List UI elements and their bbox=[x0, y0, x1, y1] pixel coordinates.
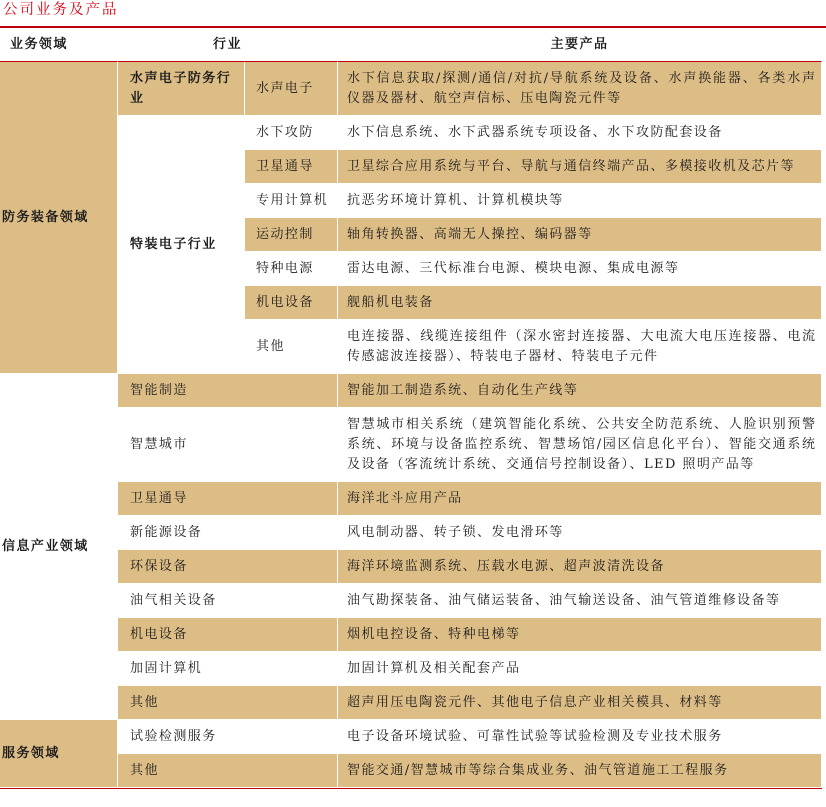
domain-cell-info: 信息产业领域 bbox=[0, 374, 118, 720]
products-cell bbox=[338, 720, 822, 754]
domain-cell-defense: 防务装备领域 bbox=[0, 62, 118, 374]
industry-cell: 其他 bbox=[118, 686, 338, 720]
products-cell bbox=[338, 482, 822, 516]
table-row bbox=[0, 584, 822, 618]
products-cell bbox=[338, 516, 822, 550]
header-products: 主要产品 bbox=[338, 28, 822, 62]
products-cell bbox=[338, 116, 822, 150]
products-cell bbox=[338, 754, 822, 788]
industry-cell: 加固计算机 bbox=[118, 652, 338, 686]
products-text: 海洋环境监测系统、压载水电源、超声波清洗设备 bbox=[347, 558, 665, 574]
products-cell bbox=[338, 320, 822, 374]
table-row bbox=[0, 62, 822, 116]
table-row bbox=[0, 374, 822, 408]
industry-cell: 智能制造 bbox=[118, 374, 338, 408]
products-cell bbox=[338, 374, 822, 408]
sub-industry-cell: 特种电源 bbox=[245, 252, 338, 286]
products-text: 烟机电控设备、特种电梯等 bbox=[347, 626, 521, 642]
products-text: 轴角转换器、高端无人操控、编码器等 bbox=[347, 226, 593, 242]
industry-cell: 卫星通导 bbox=[118, 482, 338, 516]
products-text: 风电制动器、转子锁、发电滑环等 bbox=[347, 524, 564, 540]
products-cell bbox=[338, 184, 822, 218]
products-cell bbox=[338, 218, 822, 252]
domain-cell-service: 服务领域 bbox=[0, 720, 118, 788]
products-cell bbox=[338, 408, 822, 482]
industry-cell: 其他 bbox=[118, 754, 338, 788]
products-text: 油气勘探装备、油气储运装备、油气输送设备、油气管道维修设备等 bbox=[347, 592, 781, 608]
table-row bbox=[0, 686, 822, 720]
table-row bbox=[0, 482, 822, 516]
products-text: 电子设备环境试验、可靠性试验等试验检测及专业技术服务 bbox=[347, 728, 723, 744]
table-title: 公司业务及产品 bbox=[3, 2, 119, 18]
products-text: 水下信息系统、水下武器系统专项设备、水下攻防配套设备 bbox=[347, 124, 723, 140]
products-text: 智慧城市相关系统（建筑智能化系统、公共安全防范系统、人脸识别预警系统、环境与设备监控系统、智慧场馆/园区信息化平台）、智能交通系统及设备（客流统计系统、交通信号控制设备）、LED 照明产品等 bbox=[347, 416, 817, 472]
table-row bbox=[0, 754, 822, 788]
products-text: 智能加工制造系统、自动化生产线等 bbox=[347, 382, 579, 398]
industry-cell: 试验检测服务 bbox=[118, 720, 338, 754]
sub-industry-cell: 水声电子 bbox=[245, 62, 338, 116]
table-row bbox=[0, 720, 822, 754]
sub-industry-cell: 机电设备 bbox=[245, 286, 338, 320]
products-text: 海洋北斗应用产品 bbox=[347, 490, 463, 506]
products-cell bbox=[338, 286, 822, 320]
industry-cell-special: 特装电子行业 bbox=[118, 116, 245, 374]
table-row bbox=[0, 618, 822, 652]
products-text: 抗恶劣环境计算机、计算机模块等 bbox=[347, 192, 564, 208]
industry-cell-sonar: 水声电子防务行业 bbox=[118, 62, 245, 116]
products-cell bbox=[338, 62, 822, 116]
table-row bbox=[0, 516, 822, 550]
sub-industry-cell: 卫星通导 bbox=[245, 150, 338, 184]
products-cell bbox=[338, 618, 822, 652]
sub-industry-cell: 水下攻防 bbox=[245, 116, 338, 150]
business-products-table bbox=[0, 28, 822, 789]
industry-cell: 环保设备 bbox=[118, 550, 338, 584]
products-text: 水下信息获取/探测/通信/对抗/导航系统及设备、水声换能器、各类水声仪器及器材、航空声信标、压电陶瓷元件等 bbox=[347, 70, 817, 106]
products-cell bbox=[338, 686, 822, 720]
products-text: 电连接器、线缆连接组件（深水密封连接器、大电流大电压连接器、电流传感滤波连接器）、特装电子器材、特装电子元件 bbox=[347, 328, 817, 364]
table-row bbox=[0, 652, 822, 686]
table-row bbox=[0, 550, 822, 584]
products-text: 卫星综合应用系统与平台、导航与通信终端产品、多模接收机及芯片等 bbox=[347, 158, 795, 174]
sub-industry-cell: 其他 bbox=[245, 320, 338, 374]
products-text: 超声用压电陶瓷元件、其他电子信息产业相关模具、材料等 bbox=[347, 694, 723, 710]
industry-cell: 油气相关设备 bbox=[118, 584, 338, 618]
table-row bbox=[0, 408, 822, 482]
header-industry: 行业 bbox=[118, 28, 338, 62]
products-cell bbox=[338, 150, 822, 184]
table-header-row bbox=[0, 28, 822, 62]
products-cell bbox=[338, 252, 822, 286]
sub-industry-cell: 专用计算机 bbox=[245, 184, 338, 218]
sub-industry-cell: 运动控制 bbox=[245, 218, 338, 252]
industry-cell: 机电设备 bbox=[118, 618, 338, 652]
industry-cell: 智慧城市 bbox=[118, 408, 338, 482]
products-cell bbox=[338, 652, 822, 686]
products-text: 舰船机电装备 bbox=[347, 294, 434, 310]
industry-cell: 新能源设备 bbox=[118, 516, 338, 550]
products-text: 加固计算机及相关配套产品 bbox=[347, 660, 521, 676]
table-row bbox=[0, 116, 822, 150]
header-domain: 业务领域 bbox=[0, 28, 118, 62]
products-cell bbox=[338, 550, 822, 584]
products-text: 智能交通/智慧城市等综合集成业务、油气管道施工工程服务 bbox=[347, 762, 729, 778]
products-text: 雷达电源、三代标准台电源、模块电源、集成电源等 bbox=[347, 260, 680, 276]
products-cell bbox=[338, 584, 822, 618]
